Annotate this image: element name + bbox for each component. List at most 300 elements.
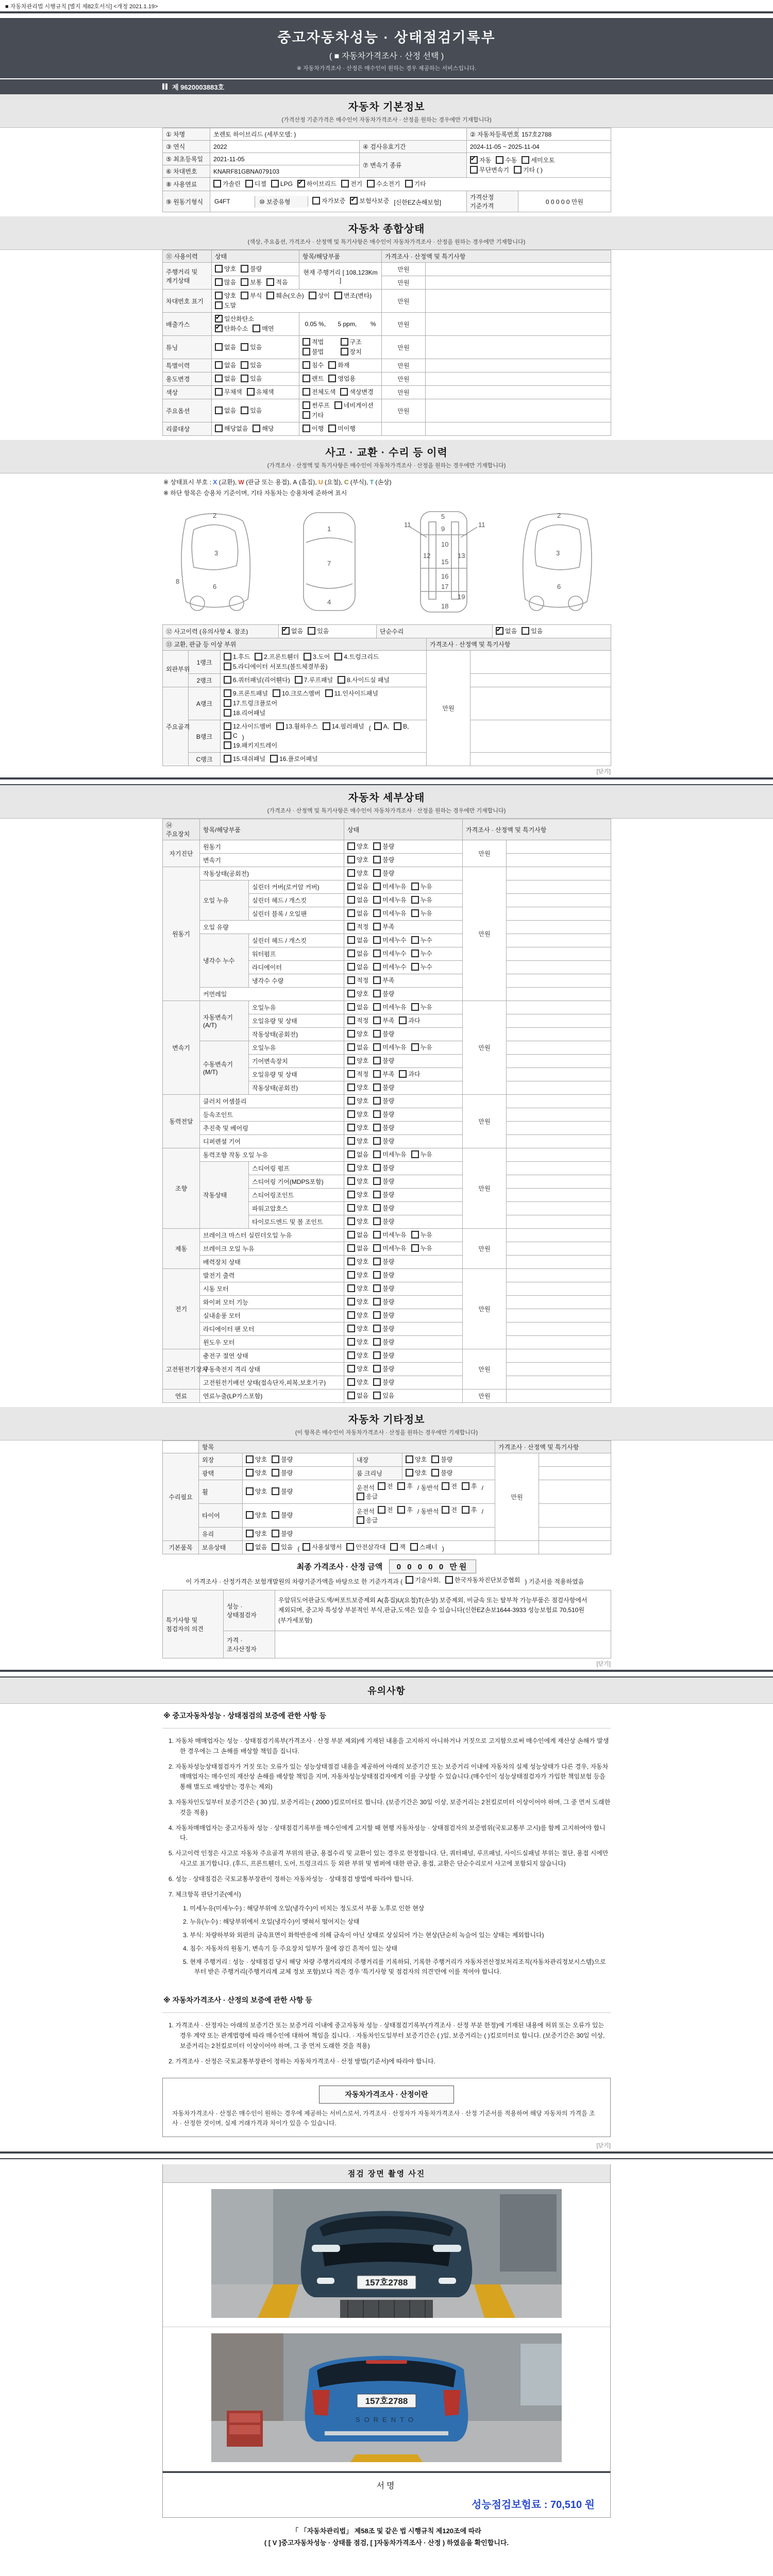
- option: [373, 976, 394, 985]
- checkbox[interactable]: [224, 741, 231, 749]
- option: [303, 337, 324, 346]
- checkbox[interactable]: [341, 338, 348, 346]
- checkbox[interactable]: [347, 1124, 355, 1131]
- checkbox[interactable]: [373, 1043, 381, 1051]
- checkbox[interactable]: [347, 963, 355, 971]
- svg-text:11: 11: [404, 521, 411, 529]
- checkbox[interactable]: [241, 375, 248, 382]
- checkbox[interactable]: [411, 1150, 419, 1158]
- checkbox[interactable]: [373, 856, 381, 863]
- option: [373, 936, 406, 944]
- inspector-opinion: 우앞뒤도어판금도색/써포트보증제외 A(흠집)U(요철)T(손상) 보증제외, 비금속 또는 탈부착 가능부품은 점검사항에서 제외되며, 중고차 특성상 부분적인 부식,판금,도색은 있을 수 있습니다(신한EZ손보1644-3933 성능보험료 70,510원(부가세포함): [275, 1590, 611, 1631]
- option: [373, 1284, 394, 1293]
- checkbox[interactable]: [373, 1016, 381, 1024]
- detail-note-cell: [507, 1389, 611, 1403]
- checkbox[interactable]: [215, 406, 223, 414]
- base-price-value: 0 0 0 0 0 만원: [518, 191, 611, 212]
- checkbox[interactable]: [347, 1083, 355, 1091]
- checkbox[interactable]: [347, 1057, 355, 1064]
- checkbox[interactable]: [347, 1030, 355, 1038]
- checkbox[interactable]: [373, 1204, 381, 1212]
- checkbox[interactable]: [373, 1378, 381, 1386]
- checkbox[interactable]: [522, 627, 529, 635]
- option: [295, 675, 333, 684]
- option: [347, 1137, 368, 1145]
- svg-text:15: 15: [441, 558, 449, 566]
- device-group-label: 동력전달: [163, 1095, 200, 1148]
- checkbox[interactable]: [347, 1097, 355, 1105]
- checkbox[interactable]: [270, 755, 278, 762]
- checkbox[interactable]: [406, 1455, 413, 1463]
- checkbox[interactable]: [308, 627, 315, 635]
- close-link[interactable]: [닫기]: [596, 2142, 611, 2149]
- option-label: 없음: [224, 362, 237, 369]
- checkbox[interactable]: [347, 1003, 355, 1011]
- checkbox[interactable]: [271, 180, 279, 188]
- checkbox[interactable]: [303, 1543, 310, 1551]
- checkbox[interactable]: [470, 166, 478, 174]
- option-label: 양호: [255, 1530, 267, 1537]
- checkbox[interactable]: [399, 1016, 407, 1024]
- checkbox[interactable]: [303, 401, 310, 409]
- checkbox-checked[interactable]: [297, 180, 305, 188]
- page-note: ※ 자동차가격조사 · 산정은 매수인이 원하는 경우 제공하는 서비스입니다.: [296, 65, 477, 72]
- checkbox[interactable]: [224, 722, 231, 730]
- col-price: 가격조사 · 산정액 및 특기사항: [382, 250, 611, 263]
- checkbox[interactable]: [496, 156, 503, 164]
- option: [373, 1043, 406, 1052]
- checkbox[interactable]: [394, 722, 401, 730]
- checkbox[interactable]: [303, 425, 310, 432]
- checkbox[interactable]: [323, 722, 330, 730]
- checkbox[interactable]: [272, 1543, 279, 1551]
- checkbox[interactable]: [405, 180, 413, 188]
- checkbox[interactable]: [347, 1231, 355, 1239]
- checkbox[interactable]: [341, 348, 348, 355]
- checkbox[interactable]: [241, 361, 248, 369]
- option: [241, 278, 262, 286]
- device-group-label: 제동: [163, 1229, 200, 1269]
- checkbox[interactable]: [241, 343, 248, 351]
- option-label: 전: [386, 1506, 393, 1514]
- checkbox[interactable]: [224, 732, 231, 739]
- checkbox[interactable]: [272, 1487, 279, 1495]
- checkbox[interactable]: [341, 180, 349, 188]
- checkbox[interactable]: [411, 936, 419, 944]
- checkbox[interactable]: [373, 1083, 381, 1091]
- checkbox[interactable]: [347, 1325, 355, 1332]
- detail-item-label: 발전기 출력: [200, 1269, 344, 1282]
- note-subitem: 2. 누유(누수) : 해당부위에서 오일(냉각수)이 맺혀서 떨어지는 상태: [183, 1918, 360, 1926]
- checkbox[interactable]: [272, 1511, 279, 1519]
- checkbox[interactable]: [373, 1191, 381, 1198]
- device-sub-label: 작동상태: [200, 1162, 249, 1229]
- checkbox[interactable]: [295, 676, 303, 684]
- option-label: 불량: [382, 1272, 395, 1279]
- checkbox[interactable]: [378, 1506, 385, 1514]
- checkbox[interactable]: [411, 963, 419, 971]
- checkbox[interactable]: [347, 923, 355, 930]
- checkbox[interactable]: [347, 1016, 355, 1024]
- notes-block1-title: ※ 중고자동차성능 · 상태점검의 보증에 관한 사항 등: [162, 1704, 611, 1728]
- checkbox[interactable]: [397, 1482, 405, 1490]
- basic-info-table: [162, 128, 611, 212]
- checkbox[interactable]: [266, 278, 274, 286]
- section-accident-header: [0, 440, 773, 473]
- checkbox[interactable]: [224, 676, 231, 684]
- option: [241, 361, 262, 369]
- checkbox[interactable]: [347, 869, 355, 877]
- checkbox[interactable]: [347, 1338, 355, 1346]
- option-label: 양호: [357, 1030, 369, 1038]
- checkbox[interactable]: [347, 842, 355, 850]
- checkbox[interactable]: [357, 1516, 364, 1524]
- checkbox[interactable]: [347, 1311, 355, 1319]
- close-link[interactable]: [닫기]: [596, 769, 611, 775]
- checkbox[interactable]: [347, 909, 355, 917]
- checkbox[interactable]: [347, 976, 355, 984]
- checkbox[interactable]: [373, 1150, 381, 1158]
- checkbox[interactable]: [347, 1378, 355, 1386]
- checkbox[interactable]: [255, 653, 262, 660]
- checkbox[interactable]: [224, 663, 231, 670]
- checkbox-checked[interactable]: [282, 627, 290, 635]
- checkbox[interactable]: [373, 1244, 381, 1252]
- checkbox[interactable]: [246, 1487, 254, 1495]
- checkbox[interactable]: [373, 1392, 381, 1399]
- checkbox[interactable]: [411, 1043, 419, 1051]
- checkbox[interactable]: [312, 197, 320, 205]
- checkbox[interactable]: [411, 883, 419, 890]
- checkbox[interactable]: [303, 411, 310, 419]
- checkbox[interactable]: [373, 990, 381, 997]
- checkbox[interactable]: [328, 361, 336, 369]
- checkbox[interactable]: [347, 1191, 355, 1198]
- detail-row: [163, 988, 611, 1001]
- option-label: 이행: [312, 425, 324, 432]
- checkbox[interactable]: [431, 1455, 439, 1463]
- code-a: A: [293, 479, 297, 486]
- option-label: 해당: [262, 425, 274, 432]
- checkbox[interactable]: [347, 1284, 355, 1292]
- option-label: 양호: [357, 1057, 369, 1064]
- checkbox[interactable]: [224, 709, 231, 717]
- checkbox[interactable]: [373, 1258, 381, 1265]
- checkbox[interactable]: [347, 1244, 355, 1252]
- checkbox[interactable]: [347, 896, 355, 904]
- checkbox[interactable]: [347, 1298, 355, 1306]
- detail-item-options: [344, 947, 463, 961]
- checkbox[interactable]: [241, 292, 248, 299]
- rank1-options: [221, 651, 427, 674]
- checkbox[interactable]: [347, 1365, 355, 1372]
- checkbox[interactable]: [303, 361, 310, 369]
- checkbox[interactable]: [246, 1543, 254, 1551]
- checkbox[interactable]: [347, 1150, 355, 1158]
- checkbox[interactable]: [346, 1543, 354, 1551]
- checkbox[interactable]: [390, 1543, 398, 1551]
- checkbox[interactable]: [373, 1137, 381, 1145]
- checkbox[interactable]: [215, 361, 223, 369]
- checkbox[interactable]: [215, 278, 223, 286]
- option: [390, 1543, 406, 1551]
- checkbox[interactable]: [246, 1469, 254, 1477]
- checkbox[interactable]: [411, 896, 419, 904]
- checkbox[interactable]: [357, 1493, 364, 1500]
- checkbox[interactable]: [373, 1097, 381, 1105]
- checkbox[interactable]: [442, 1506, 449, 1514]
- option-label: 12.사이드멤버: [233, 723, 272, 730]
- checkbox[interactable]: [373, 1110, 381, 1118]
- checkbox[interactable]: [373, 1030, 381, 1038]
- checkbox[interactable]: [347, 1070, 355, 1078]
- special-sub-options: [299, 359, 382, 372]
- checkbox[interactable]: [373, 1284, 381, 1292]
- checkbox-checked[interactable]: [215, 325, 223, 332]
- checkbox[interactable]: [373, 1351, 381, 1359]
- note-item: 4. 자동차매매업자는 중고자동차 성능 · 상태점검기록부를 매수인에게 고지할 때 현행 자동차성능 · 상태점검자의 보증범위(국토교통부 고시)를 함께 고지하여야 합니다.: [169, 1824, 606, 1842]
- checkbox[interactable]: [304, 653, 311, 660]
- option: [347, 1257, 368, 1266]
- option-label: 양호: [357, 1352, 369, 1359]
- checkbox[interactable]: [215, 292, 223, 299]
- device-sub-label: 오일 누유: [200, 880, 249, 921]
- detail-item-options: [344, 1148, 463, 1162]
- checkbox[interactable]: [215, 343, 223, 351]
- checkbox[interactable]: [347, 1351, 355, 1359]
- option-label: 있음: [531, 628, 543, 635]
- checkbox[interactable]: [373, 896, 381, 904]
- checkbox[interactable]: [373, 1070, 381, 1078]
- checkbox[interactable]: [462, 1506, 469, 1514]
- checkbox[interactable]: [397, 1506, 405, 1514]
- detail-row: [163, 1122, 611, 1135]
- checkbox[interactable]: [347, 883, 355, 890]
- svg-text:2: 2: [213, 512, 217, 519]
- checkbox[interactable]: [445, 1576, 453, 1584]
- checkbox[interactable]: [347, 936, 355, 944]
- checkbox[interactable]: [253, 425, 260, 432]
- checkbox[interactable]: [328, 375, 336, 382]
- option-label: 양호: [357, 1191, 369, 1198]
- checkbox[interactable]: [442, 1482, 449, 1490]
- checkbox[interactable]: [411, 1003, 419, 1011]
- checkbox[interactable]: [347, 856, 355, 863]
- checkbox[interactable]: [241, 278, 248, 286]
- checkbox[interactable]: [514, 166, 522, 174]
- checkbox[interactable]: [347, 990, 355, 997]
- option-label: 6.쿼터패널(리어휀다): [233, 676, 290, 684]
- checkbox[interactable]: [340, 388, 348, 396]
- checkbox[interactable]: [347, 1110, 355, 1118]
- checkbox[interactable]: [373, 883, 381, 890]
- section-etc-header: [0, 1407, 773, 1440]
- checkbox-checked[interactable]: [470, 156, 478, 164]
- checkbox[interactable]: [411, 950, 419, 957]
- checkbox[interactable]: [334, 292, 342, 299]
- note-subitem: 4. 침수: 자동차의 원동기, 변속기 등 주요장치 일부가 물에 잠긴 흔적이 있는 상태: [183, 1944, 398, 1952]
- detail-note-cell: [507, 1028, 611, 1041]
- checkbox[interactable]: [224, 699, 231, 707]
- checkbox[interactable]: [406, 1469, 413, 1477]
- checkbox[interactable]: [399, 1070, 407, 1078]
- checkbox[interactable]: [406, 1576, 413, 1584]
- close-link[interactable]: [닫기]: [596, 1661, 611, 1667]
- checkbox[interactable]: [411, 1244, 419, 1252]
- detail-price-unit: 만원: [463, 1269, 507, 1349]
- option-label: 불량: [382, 1138, 395, 1145]
- checkbox[interactable]: [213, 180, 221, 188]
- checkbox[interactable]: [215, 265, 223, 273]
- checkbox[interactable]: [215, 375, 223, 382]
- option: [347, 1056, 368, 1065]
- checkbox[interactable]: [338, 676, 345, 684]
- checkbox[interactable]: [373, 976, 381, 984]
- checkbox[interactable]: [373, 1338, 381, 1346]
- checkbox[interactable]: [272, 1455, 279, 1463]
- option-label: 양호: [357, 1111, 369, 1118]
- form-reference-note: ■ 자동차관리법 시행규칙 [별지 제82호서식] <개정 2021.1.19>: [5, 4, 158, 10]
- checkbox[interactable]: [328, 425, 336, 432]
- checkbox[interactable]: [347, 1271, 355, 1279]
- checkbox[interactable]: [224, 653, 231, 660]
- checkbox[interactable]: [373, 1164, 381, 1172]
- section-detail-title: 자동차 세부상태: [348, 792, 425, 804]
- checkbox[interactable]: [410, 1543, 418, 1551]
- checkbox[interactable]: [276, 722, 284, 730]
- option: [357, 1516, 378, 1524]
- device-group-label: 전기: [163, 1269, 200, 1349]
- checkbox[interactable]: [241, 265, 248, 273]
- checkbox[interactable]: [272, 1469, 279, 1477]
- checkbox[interactable]: [334, 401, 342, 409]
- checkbox[interactable]: [373, 869, 381, 877]
- checkbox[interactable]: [373, 1177, 381, 1185]
- checkbox[interactable]: [373, 923, 381, 930]
- checkbox[interactable]: [247, 388, 255, 396]
- checkbox[interactable]: [373, 1231, 381, 1239]
- checkbox[interactable]: [347, 1204, 355, 1212]
- checkbox[interactable]: [273, 689, 280, 697]
- car-diagram-underbody: [395, 506, 493, 617]
- checkbox[interactable]: [373, 909, 381, 917]
- option-label: 양호: [357, 1365, 369, 1372]
- checkbox[interactable]: [373, 1003, 381, 1011]
- year-label: ③ 연식: [163, 141, 210, 153]
- detail-note-cell: [507, 1135, 611, 1148]
- checkbox[interactable]: [215, 425, 223, 432]
- checkbox[interactable]: [303, 375, 310, 382]
- option: [241, 374, 262, 383]
- detail-note-cell: [507, 894, 611, 907]
- checkbox[interactable]: [411, 1231, 419, 1239]
- checkbox-checked[interactable]: [350, 197, 358, 205]
- checkbox[interactable]: [373, 963, 381, 971]
- checkbox[interactable]: [373, 936, 381, 944]
- etc-table: [162, 1440, 611, 1554]
- checkbox[interactable]: [373, 1057, 381, 1064]
- detail-item-label: 기어변속장치: [249, 1055, 344, 1068]
- option-label: 불량: [382, 870, 395, 877]
- checkbox[interactable]: [347, 1392, 355, 1399]
- option-label: 3.도어: [313, 653, 330, 660]
- checkbox[interactable]: [373, 1124, 381, 1131]
- detail-item-label: 타이로드엔드 및 볼 조인트: [249, 1215, 344, 1229]
- checkbox[interactable]: [241, 406, 248, 414]
- checkbox[interactable]: [347, 1177, 355, 1185]
- option-label: 18.리어패널: [233, 709, 266, 717]
- checkbox[interactable]: [347, 1137, 355, 1145]
- checkbox[interactable]: [246, 1455, 254, 1463]
- checkbox[interactable]: [309, 292, 316, 299]
- option-label: 없음: [357, 1004, 369, 1011]
- checkbox[interactable]: [378, 1482, 385, 1490]
- checkbox[interactable]: [325, 689, 333, 697]
- checkbox[interactable]: [303, 348, 310, 355]
- checkbox[interactable]: [462, 1482, 469, 1490]
- checkbox[interactable]: [373, 842, 381, 850]
- checkbox[interactable]: [266, 292, 274, 299]
- checkbox[interactable]: [334, 653, 342, 660]
- checkbox-checked[interactable]: [496, 627, 503, 635]
- checkbox[interactable]: [224, 689, 231, 697]
- svg-text:6: 6: [213, 583, 217, 590]
- checkbox[interactable]: [215, 301, 223, 309]
- checkbox[interactable]: [431, 1469, 439, 1477]
- option-label: 불량: [382, 843, 395, 850]
- option: [347, 869, 368, 877]
- checkbox[interactable]: [373, 1311, 381, 1319]
- checkbox[interactable]: [367, 180, 375, 188]
- checkbox[interactable]: [374, 722, 382, 730]
- option-label: 불량: [250, 265, 262, 273]
- option-label: 수소전기: [376, 180, 400, 188]
- detail-price-unit: 만원: [463, 1229, 507, 1269]
- option-label: 보험사보증: [359, 197, 390, 205]
- checkbox[interactable]: [215, 388, 223, 396]
- checkbox[interactable]: [303, 388, 310, 396]
- checkbox[interactable]: [347, 1043, 355, 1051]
- checkbox[interactable]: [347, 1217, 355, 1225]
- checkbox[interactable]: [347, 950, 355, 957]
- checkbox[interactable]: [373, 1271, 381, 1279]
- checkbox[interactable]: [224, 755, 231, 762]
- checkbox[interactable]: [373, 1325, 381, 1332]
- checkbox[interactable]: [246, 1530, 254, 1537]
- option: [373, 882, 406, 891]
- checkbox[interactable]: [303, 338, 310, 346]
- checkbox[interactable]: [347, 1258, 355, 1265]
- option: [373, 1177, 394, 1185]
- checkbox-checked[interactable]: [215, 315, 223, 323]
- checkbox[interactable]: [373, 1298, 381, 1306]
- checkbox[interactable]: [411, 909, 419, 917]
- checkbox[interactable]: [373, 1365, 381, 1372]
- recall-sub-options: [299, 422, 382, 436]
- final-price-label: 최종 가격조사 · 산정 금액: [296, 1563, 383, 1571]
- option-label: 없음: [255, 1544, 267, 1551]
- checkbox[interactable]: [253, 325, 260, 332]
- checkbox[interactable]: [522, 156, 529, 164]
- checkbox[interactable]: [246, 1511, 254, 1519]
- checkbox[interactable]: [272, 1530, 279, 1537]
- checkbox[interactable]: [245, 180, 253, 188]
- checkbox[interactable]: [373, 1217, 381, 1225]
- section-etc-title: 자동차 기타정보: [348, 1414, 425, 1426]
- svg-text:157호2788: 157호2788: [365, 2396, 408, 2406]
- checkbox[interactable]: [347, 1164, 355, 1172]
- checkbox[interactable]: [373, 950, 381, 957]
